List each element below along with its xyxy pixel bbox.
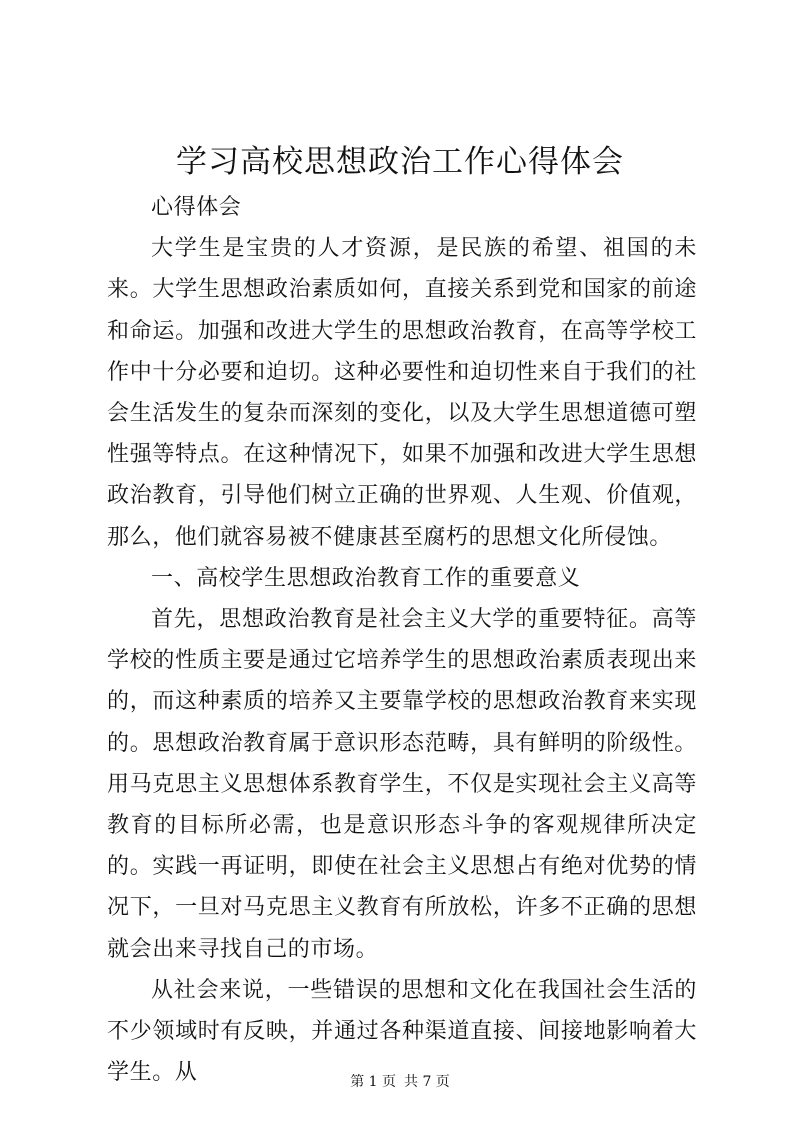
page-total: 共 7 页 (404, 1074, 450, 1090)
section-heading-1: 一、高校学生思想政治教育工作的重要意义 (151, 565, 581, 591)
document-body (107, 187, 697, 1093)
page-footer (0, 1072, 800, 1092)
paragraph-society: 从社会来说，一些错误的思想和文化在我国社会生活的不少领域时有反映，并通过各种渠道直接、间接地影响着大学生。从 (107, 977, 697, 1086)
page-number: 第 1 页 (350, 1074, 396, 1090)
document-title: 学习高校思想政治工作心得体会 (176, 144, 624, 180)
section-subtitle: 心得体会 (151, 195, 242, 220)
paragraph-intro: 大学生是宝贵的人才资源，是民族的希望、祖国的未来。大学生思想政治素质如何，直接关系到党和国家的前途和命运。加强和改进大学生的思想政治教育，在高等学校工作中十分必要和迫切。这种必要性和迫切性来自于我们的社会生活发生的复杂而深刻的变化，以及大学生思想道德可塑性强等特点。在这种情况下，如果不加强和改进大学生思想政治教育，引导他们树立正确的世界观、人生观、价值观，那么，他们就容易被不健康甚至腐朽的思想文化所侵蚀。 (107, 236, 697, 550)
paragraph-first: 首先，思想政治教育是社会主义大学的重要特征。高等学校的性质主要是通过它培养学生的思想政治素质表现出来的，而这种素质的培养又主要靠学校的思想政治教育来实现的。思想政治教育属于意识形态范畴，具有鲜明的阶级性。用马克思主义思想体系教育学生，不仅是实现社会主义高等教育的目标所必需，也是意识形态斗争的客观规律所决定的。实践一再证明，即使在社会主义思想占有绝对优势的情况下，一旦对马克思主义教育有所放松，许多不正确的思想就会出来寻找自己的市场。 (107, 607, 697, 962)
